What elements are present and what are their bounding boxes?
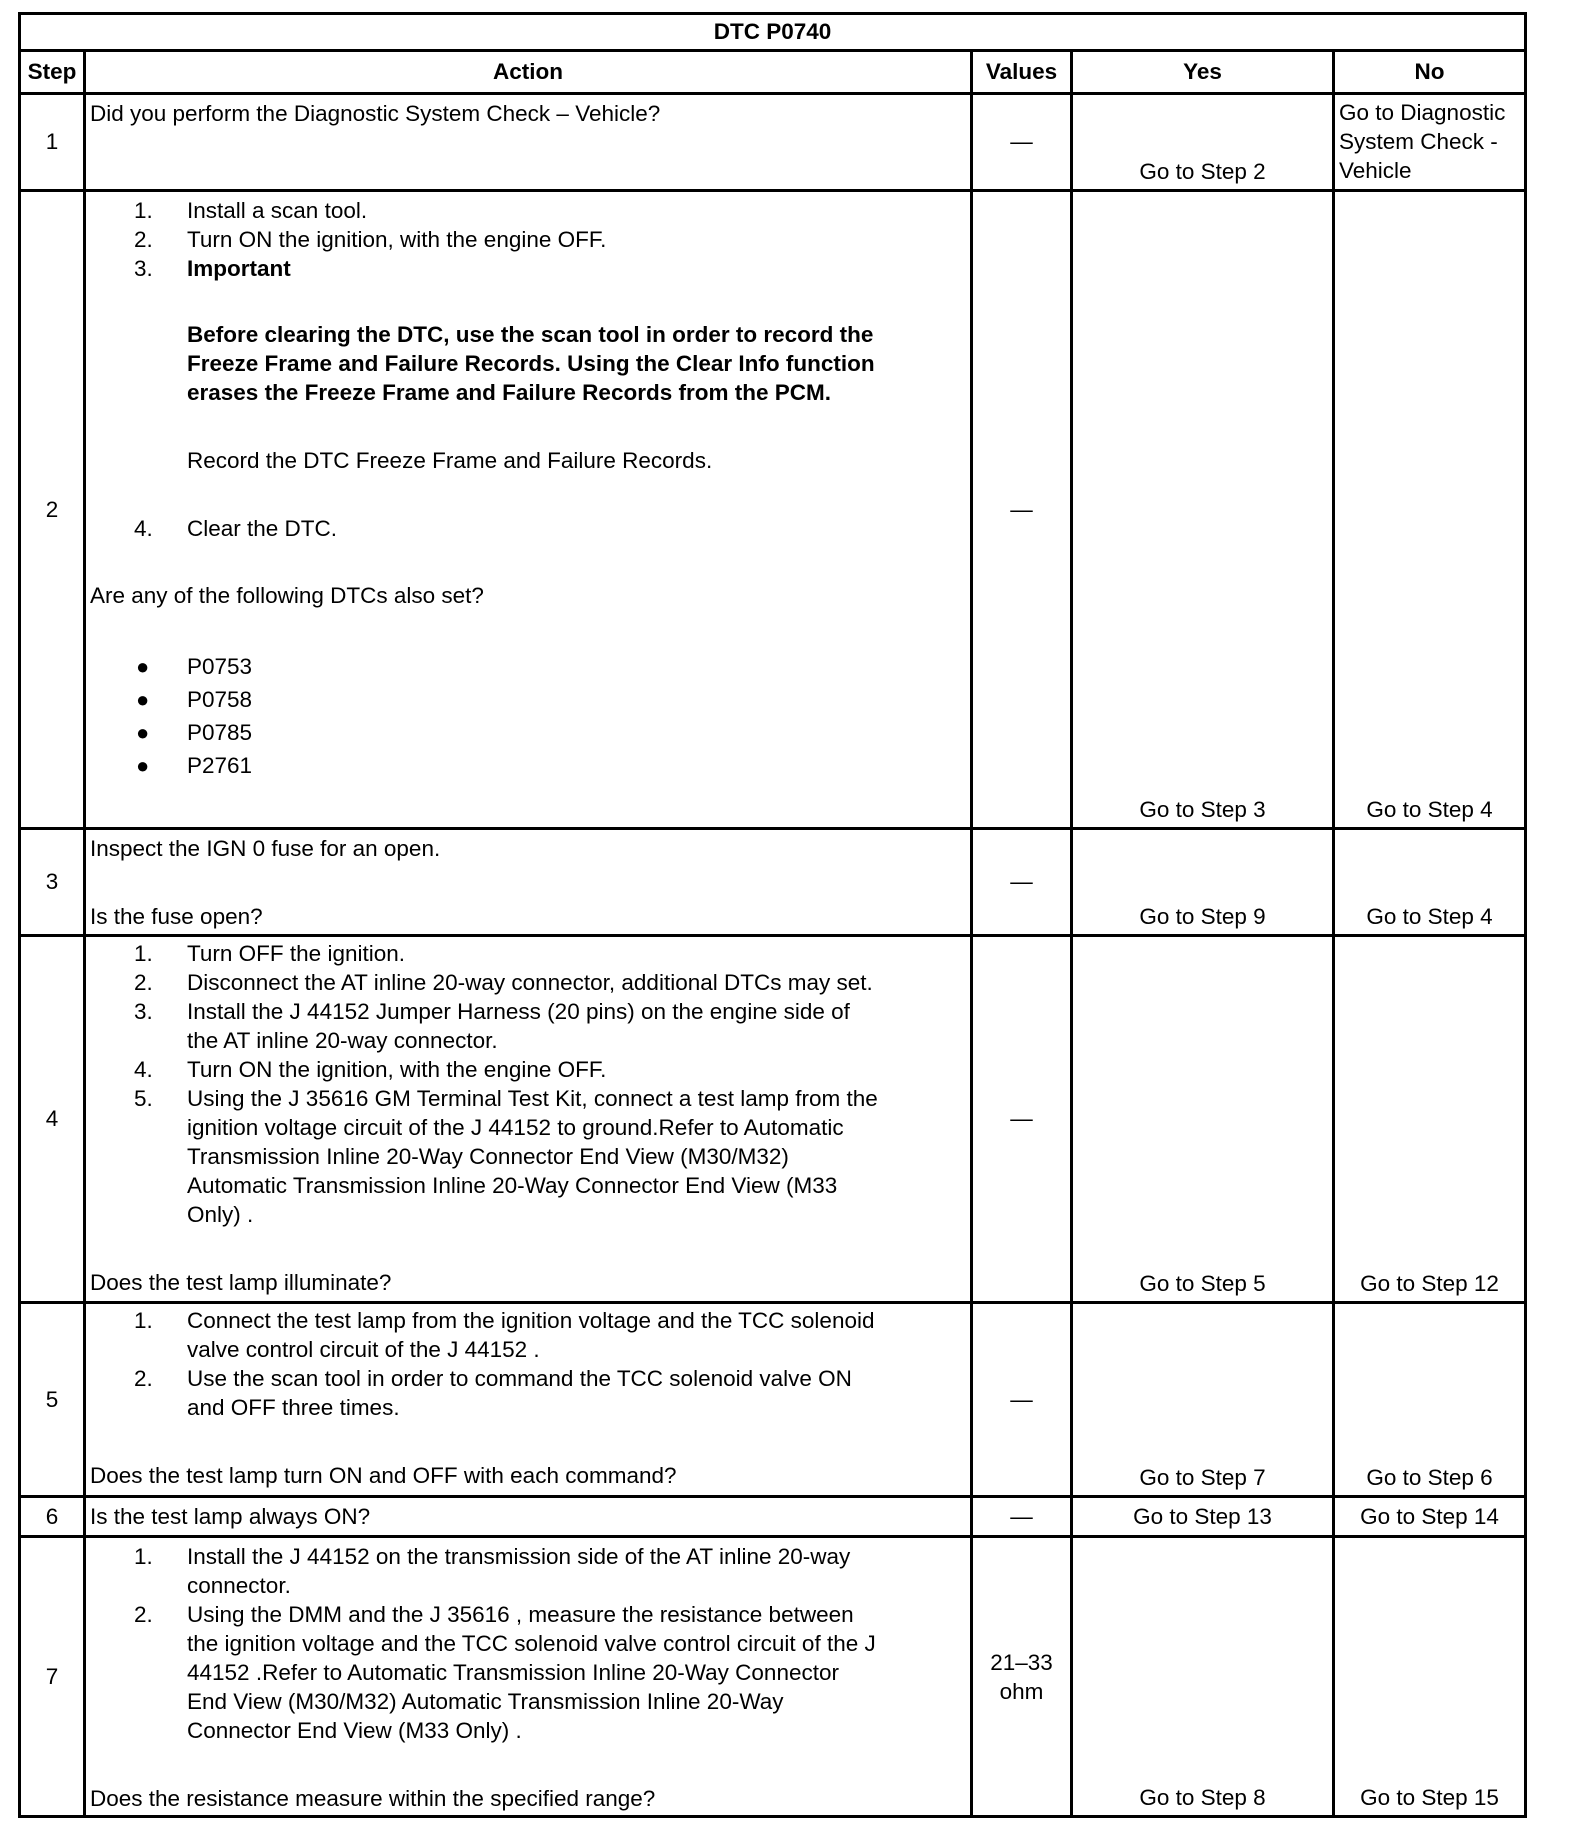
action-cell bbox=[85, 829, 972, 936]
values-cell: — bbox=[972, 1303, 1072, 1497]
action-item: Use the scan tool in order to command the TCC solenoid valve ON bbox=[187, 1366, 852, 1391]
item-number: 1. bbox=[134, 1308, 153, 1333]
diagnostic-table bbox=[18, 12, 1527, 1818]
important-text: Freeze Frame and Failure Records. Using the Clear Info function bbox=[187, 351, 875, 376]
action-item: ignition voltage circuit of the J 44152 to ground.Refer to Automatic bbox=[187, 1115, 844, 1140]
item-number: 1. bbox=[134, 1544, 153, 1569]
action-item: Record the DTC Freeze Frame and Failure Records. bbox=[187, 448, 713, 473]
step-number: 6 bbox=[20, 1497, 85, 1537]
action-item: End View (M30/M32) Automatic Transmission Inline 20-Way bbox=[187, 1689, 784, 1714]
action-question: Does the test lamp illuminate? bbox=[90, 1270, 392, 1295]
item-number: 3. bbox=[134, 256, 153, 281]
action-item: Connect the test lamp from the ignition voltage and the TCC solenoid bbox=[187, 1308, 875, 1333]
action-cell bbox=[85, 936, 972, 1303]
header-values: Values bbox=[972, 51, 1072, 94]
action-cell bbox=[85, 1303, 972, 1497]
action-question: Are any of the following DTCs also set? bbox=[90, 583, 484, 608]
values-cell: — bbox=[972, 94, 1072, 191]
yes-cell: Go to Step 7 bbox=[1072, 1303, 1334, 1497]
no-line: Go to Diagnostic bbox=[1339, 100, 1506, 125]
values-cell: — bbox=[972, 936, 1072, 1303]
action-question: Is the test lamp always ON? bbox=[90, 1504, 371, 1529]
bullet-icon: ● bbox=[136, 720, 150, 745]
action-item: Install a scan tool. bbox=[187, 198, 368, 223]
action-item: Connector End View (M33 Only) . bbox=[187, 1718, 522, 1743]
action-item: and OFF three times. bbox=[187, 1395, 400, 1420]
bullet-icon: ● bbox=[136, 654, 150, 679]
action-item: Install the J 44152 on the transmission side of the AT inline 20-way bbox=[187, 1544, 851, 1569]
action-cell bbox=[85, 94, 972, 191]
values-cell bbox=[972, 1537, 1072, 1817]
table-row bbox=[20, 936, 1526, 1303]
action-item: valve control circuit of the J 44152 . bbox=[187, 1337, 540, 1362]
values-cell: — bbox=[972, 1497, 1072, 1537]
action-item: Using the J 35616 GM Terminal Test Kit, connect a test lamp from the bbox=[187, 1086, 878, 1111]
table-row bbox=[20, 1303, 1526, 1497]
dtc-code: P2761 bbox=[187, 753, 253, 778]
action-item: Transmission Inline 20-Way Connector End View (M30/M32) bbox=[187, 1144, 789, 1169]
step-number: 5 bbox=[20, 1303, 85, 1497]
table-row bbox=[20, 1537, 1526, 1817]
header-no: No bbox=[1334, 51, 1526, 94]
table-title: DTC P0740 bbox=[20, 14, 1526, 51]
value-range: 21–33 bbox=[990, 1649, 1053, 1675]
dtc-code: P0758 bbox=[187, 687, 253, 712]
table-row bbox=[20, 829, 1526, 936]
action-question: Does the resistance measure within the specified range? bbox=[90, 1786, 656, 1811]
no-cell: Go to Step 6 bbox=[1334, 1303, 1526, 1497]
header-step: Step bbox=[20, 51, 85, 94]
action-item: connector. bbox=[187, 1573, 291, 1598]
item-number: 2. bbox=[134, 1602, 153, 1627]
action-cell bbox=[85, 191, 972, 829]
yes-cell: Go to Step 2 bbox=[1072, 94, 1334, 191]
action-item: Turn ON the ignition, with the engine OFF. bbox=[187, 1057, 607, 1082]
action-question: Does the test lamp turn ON and OFF with each command? bbox=[90, 1463, 677, 1488]
action-item: the AT inline 20-way connector. bbox=[187, 1028, 498, 1053]
item-number: 1. bbox=[134, 198, 153, 223]
header-row bbox=[20, 51, 1526, 94]
table-row bbox=[20, 94, 1526, 191]
step-number: 1 bbox=[20, 94, 85, 191]
no-cell: Go to Step 15 bbox=[1334, 1537, 1526, 1817]
action-item: Only) . bbox=[187, 1202, 254, 1227]
action-question: Is the fuse open? bbox=[90, 904, 263, 929]
item-number: 3. bbox=[134, 999, 153, 1024]
table-row bbox=[20, 191, 1526, 829]
values-cell: — bbox=[972, 191, 1072, 829]
item-number: 2. bbox=[134, 970, 153, 995]
no-cell: Go to Step 4 bbox=[1334, 191, 1526, 829]
action-item: Using the DMM and the J 35616 , measure the resistance between bbox=[187, 1602, 854, 1627]
important-heading: Important bbox=[187, 256, 291, 281]
step-number: 7 bbox=[20, 1537, 85, 1817]
no-cell: Go to Step 4 bbox=[1334, 829, 1526, 936]
action-item: Turn ON the ignition, with the engine OFF. bbox=[187, 227, 607, 252]
table-row bbox=[20, 1497, 1526, 1537]
step-number: 4 bbox=[20, 936, 85, 1303]
yes-cell: Go to Step 9 bbox=[1072, 829, 1334, 936]
item-number: 1. bbox=[134, 941, 153, 966]
dtc-code: P0753 bbox=[187, 654, 253, 679]
action-cell bbox=[85, 1537, 972, 1817]
header-action: Action bbox=[85, 51, 972, 94]
header-yes: Yes bbox=[1072, 51, 1334, 94]
action-item: Install the J 44152 Jumper Harness (20 pins) on the engine side of bbox=[187, 999, 850, 1024]
action-question: Did you perform the Diagnostic System Check – Vehicle? bbox=[90, 101, 661, 126]
action-item: Turn OFF the ignition. bbox=[187, 941, 406, 966]
action-item: the ignition voltage and the TCC solenoid valve control circuit of the J bbox=[187, 1631, 876, 1656]
values-cell: — bbox=[972, 829, 1072, 936]
step-number: 2 bbox=[20, 191, 85, 829]
yes-cell: Go to Step 5 bbox=[1072, 936, 1334, 1303]
action-item: Clear the DTC. bbox=[187, 516, 338, 541]
yes-cell: Go to Step 3 bbox=[1072, 191, 1334, 829]
action-item: Automatic Transmission Inline 20-Way Connector End View (M33 bbox=[187, 1173, 838, 1198]
action-item: Inspect the IGN 0 fuse for an open. bbox=[90, 836, 441, 861]
action-item: 44152 .Refer to Automatic Transmission Inline 20-Way Connector bbox=[187, 1660, 839, 1685]
yes-cell: Go to Step 8 bbox=[1072, 1537, 1334, 1817]
item-number: 5. bbox=[134, 1086, 153, 1111]
no-line: Vehicle bbox=[1339, 158, 1412, 183]
yes-cell: Go to Step 13 bbox=[1072, 1497, 1334, 1537]
action-cell bbox=[85, 1497, 972, 1537]
item-number: 2. bbox=[134, 227, 153, 252]
item-number: 4. bbox=[134, 1057, 153, 1082]
no-cell: Go to Step 14 bbox=[1334, 1497, 1526, 1537]
bullet-icon: ● bbox=[136, 753, 150, 778]
item-number: 2. bbox=[134, 1366, 153, 1391]
step-number: 3 bbox=[20, 829, 85, 936]
important-text: Before clearing the DTC, use the scan tool in order to record the bbox=[187, 322, 874, 347]
item-number: 4. bbox=[134, 516, 153, 541]
dtc-code: P0785 bbox=[187, 720, 253, 745]
action-item: Disconnect the AT inline 20-way connector, additional DTCs may set. bbox=[187, 970, 873, 995]
no-line: System Check - bbox=[1339, 129, 1498, 154]
bullet-icon: ● bbox=[136, 687, 150, 712]
value-unit: ohm bbox=[999, 1678, 1044, 1704]
important-text: erases the Freeze Frame and Failure Records from the PCM. bbox=[187, 380, 831, 405]
no-cell: Go to Step 12 bbox=[1334, 936, 1526, 1303]
no-cell bbox=[1334, 94, 1526, 191]
